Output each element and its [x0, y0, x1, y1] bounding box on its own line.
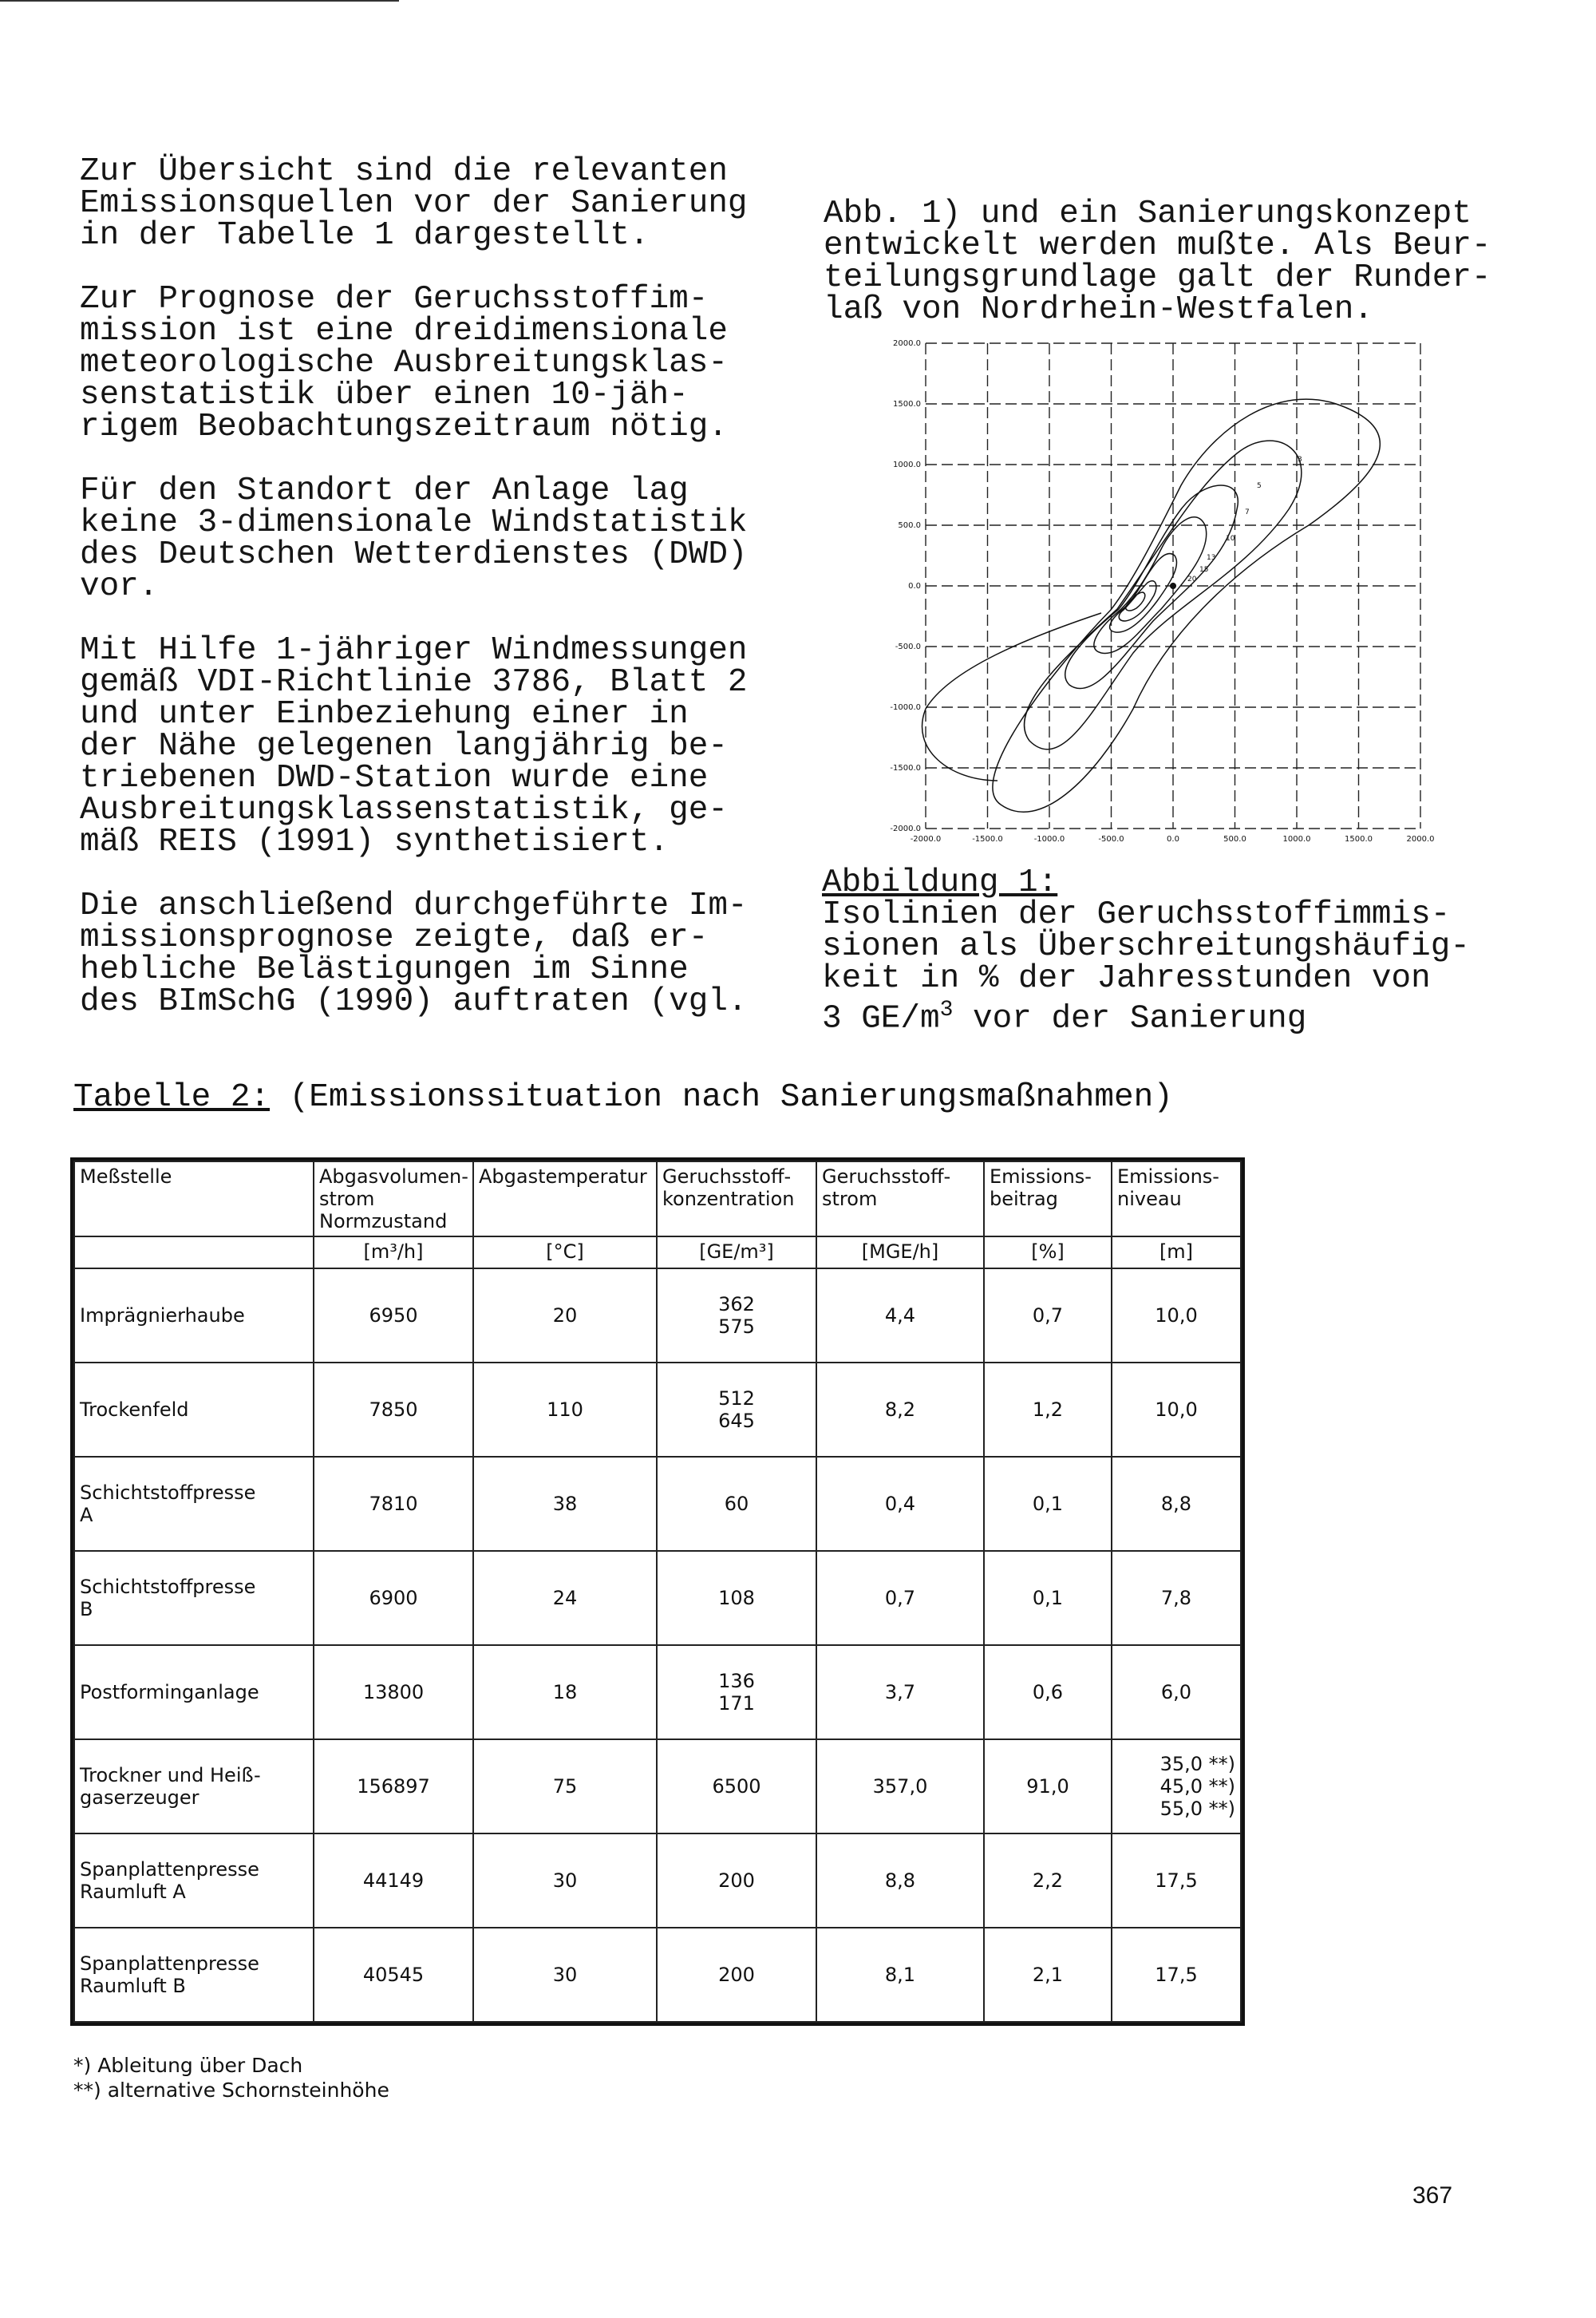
table-row: [74, 1268, 1241, 1363]
table-cell: 8,2: [816, 1363, 984, 1457]
x-tick-label: 1500.0: [1345, 835, 1373, 844]
isoline-label: 20: [1187, 576, 1197, 583]
paragraph-wind-statistics: Für den Standort der Anlage lag keine 3-dimensionale Windstatistik des Deutschen Wetterdienstes (DWD) vor.: [80, 473, 748, 605]
figure-isolines-contour-plot: [830, 334, 1436, 860]
isoline-outer-west: [922, 613, 1101, 781]
figure-label: Abbildung 1:: [822, 864, 1058, 901]
table-cell: 35,0 **) 45,0 **) 55,0 **): [1112, 1739, 1241, 1833]
table-cell: 8,8: [816, 1833, 984, 1928]
table-cell: 40545: [314, 1928, 473, 2022]
table-cell: 0,7: [816, 1551, 984, 1645]
paragraph-immission-result: Die anschließend durchgeführte Im- missionsprognose zeigte, daß er- hebliche Belästigungen im Sinne des BImSchG (1990) auftraten (vgl.: [80, 888, 748, 1020]
column-unit: [m³/h]: [314, 1236, 473, 1268]
table-cell: 38: [473, 1457, 657, 1551]
table-cell: 6500: [657, 1739, 816, 1833]
table-row: [74, 1363, 1241, 1457]
table-cell: 200: [657, 1928, 816, 2022]
x-tick-label: -2000.0: [910, 835, 942, 844]
table-cell: 108: [657, 1551, 816, 1645]
table-cell: 30: [473, 1928, 657, 2022]
table-cell: 0,1: [984, 1551, 1112, 1645]
column-header: Abgasvolumen- strom Normzustand: [314, 1161, 473, 1236]
isoline-7: [1065, 485, 1238, 689]
table-cell: 7,8: [1112, 1551, 1241, 1645]
isoline-label: 7: [1245, 508, 1250, 516]
table-row: [74, 1833, 1241, 1928]
column-unit: [MGE/h]: [816, 1236, 984, 1268]
footnote-2: **) alternative Schornsteinhöhe: [73, 2079, 389, 2102]
table-header-row: [74, 1161, 1241, 1236]
y-tick-label: 1500.0: [893, 400, 921, 409]
table-cell: 512 645: [657, 1363, 816, 1457]
table-row: [74, 1928, 1241, 2022]
table-cell: 6950: [314, 1268, 473, 1363]
table-cell: 7850: [314, 1363, 473, 1457]
x-tick-label: -500.0: [1098, 835, 1124, 844]
paragraph-wind-measurements: Mit Hilfe 1-jähriger Windmessungen gemäß VDI-Richtlinie 3786, Blatt 2 und unter Einbeziehung einer in der Nähe gelegenen langjährig be- triebenen DWD-Station wurde eine Ausbreitungsklassenstatistik, ge- mäß REIS (1991) synthetisiert.: [80, 632, 748, 860]
table-cell: 1,2: [984, 1363, 1112, 1457]
table-cell: 8,8: [1112, 1457, 1241, 1551]
column-header: Geruchsstoff- strom: [816, 1161, 984, 1236]
table-cell: 0,4: [816, 1457, 984, 1551]
y-tick-label: -1500.0: [890, 764, 921, 773]
x-tick-label: -1000.0: [1033, 835, 1065, 844]
x-tick-label: 1000.0: [1282, 835, 1311, 844]
y-tick-label: -1000.0: [890, 703, 921, 712]
table-cell: 44149: [314, 1833, 473, 1928]
table-cell: 0,6: [984, 1645, 1112, 1739]
top-rule: [0, 0, 399, 2]
table-cell: 17,5: [1112, 1833, 1241, 1928]
y-tick-label: 0.0: [908, 582, 921, 591]
table-unit-row: [74, 1236, 1241, 1268]
table-cell: 357,0: [816, 1739, 984, 1833]
column-header: Meßstelle: [74, 1161, 314, 1236]
table-row: [74, 1551, 1241, 1645]
column-header: Abgastemperatur: [473, 1161, 657, 1236]
y-tick-label: 2000.0: [893, 339, 921, 348]
table-cell: 75: [473, 1739, 657, 1833]
column-header: Geruchsstoff- konzentration: [657, 1161, 816, 1236]
figure-caption: Isolinien der Geruchsstoffimmis- sionen als Überschreitungshäufig- keit in % der Jahresstunden von 3 $GE/m^3$ vor der Sanierung: [822, 896, 1470, 1038]
table-cell: 156897: [314, 1739, 473, 1833]
table-cell: 4,4: [816, 1268, 984, 1363]
x-tick-label: -1500.0: [972, 835, 1003, 844]
column-unit: [m]: [1112, 1236, 1241, 1268]
table-cell: 6900: [314, 1551, 473, 1645]
isoline-label: 13: [1207, 554, 1216, 562]
table-title: Tabelle 2: (Emissionssituation nach Sanierungsmaßnahmen): [73, 1079, 1173, 1116]
table-cell: 17,5: [1112, 1928, 1241, 2022]
table-cell: 110: [473, 1363, 657, 1457]
y-tick-label: -2000.0: [890, 825, 921, 833]
table-cell: 20: [473, 1268, 657, 1363]
measuring-point-name: Imprägnierhaube: [74, 1268, 314, 1363]
table-cell: 60: [657, 1457, 816, 1551]
measuring-point-name: Postforminganlage: [74, 1645, 314, 1739]
table-cell: 10,0: [1112, 1268, 1241, 1363]
isoline-label: 3: [1298, 456, 1302, 464]
table-cell: 0,1: [984, 1457, 1112, 1551]
isoline-label: 15: [1199, 566, 1209, 574]
y-tick-label: 1000.0: [893, 461, 921, 469]
measuring-point-name: Spanplattenpresse Raumluft A: [74, 1833, 314, 1928]
table-cell: 3,7: [816, 1645, 984, 1739]
y-tick-label: -500.0: [895, 643, 921, 651]
page-number: 367: [1412, 2182, 1453, 2209]
table-cell: 30: [473, 1833, 657, 1928]
column-unit: [GE/m³]: [657, 1236, 816, 1268]
source-marker: [1170, 583, 1176, 589]
table-cell: 7810: [314, 1457, 473, 1551]
table-row: [74, 1645, 1241, 1739]
column-header: Emissions- niveau: [1112, 1161, 1241, 1236]
measuring-point-name: Schichtstoffpresse B: [74, 1551, 314, 1645]
column-unit: [74, 1236, 314, 1268]
table-row: [74, 1457, 1241, 1551]
x-tick-label: 0.0: [1167, 835, 1179, 844]
footnote-1: *) Ableitung über Dach: [73, 2054, 303, 2077]
paragraph-continuation: Abb. 1) und ein Sanierungskonzept entwickelt werden mußte. Als Beur- teilungsgrundlage galt der Runder- laß von Nordrhein-Westfalen.: [824, 196, 1491, 328]
x-tick-label: 500.0: [1223, 835, 1246, 844]
measuring-point-name: Trockner und Heiß- gaserzeuger: [74, 1739, 314, 1833]
table-cell: 8,1: [816, 1928, 984, 2022]
emission-table: [73, 1161, 1242, 2023]
column-header: Emissions- beitrag: [984, 1161, 1112, 1236]
paragraph-overview: Zur Übersicht sind die relevanten Emissionsquellen vor der Sanierung in der Tabelle 1 dargestellt.: [80, 153, 748, 254]
table-row: [74, 1739, 1241, 1833]
isoline-group: [922, 399, 1381, 812]
table-cell: 13800: [314, 1645, 473, 1739]
isoline-label: 5: [1257, 482, 1262, 490]
table-cell: 2,2: [984, 1833, 1112, 1928]
column-unit: [%]: [984, 1236, 1112, 1268]
measuring-point-name: Trockenfeld: [74, 1363, 314, 1457]
measuring-point-name: Spanplattenpresse Raumluft B: [74, 1928, 314, 2022]
paragraph-prognosis: Zur Prognose der Geruchsstoffim- mission ist eine dreidimensionale meteorologische Ausbreitungsklas- senstatistik über einen 10-jäh- rigem Beobachtungszeitraum nötig.: [80, 281, 728, 445]
table-cell: 91,0: [984, 1739, 1112, 1833]
table-footnotes: [73, 2053, 389, 2102]
table-cell: 10,0: [1112, 1363, 1241, 1457]
y-tick-label: 500.0: [898, 521, 921, 530]
table-cell: 18: [473, 1645, 657, 1739]
table-cell: 6,0: [1112, 1645, 1241, 1739]
x-tick-label: 2000.0: [1406, 835, 1435, 844]
table-cell: 2,1: [984, 1928, 1112, 2022]
table-cell: 24: [473, 1551, 657, 1645]
table-cell: 200: [657, 1833, 816, 1928]
column-unit: [°C]: [473, 1236, 657, 1268]
isoline-label: 10: [1226, 535, 1235, 543]
table-cell: 362 575: [657, 1268, 816, 1363]
table-cell: 136 171: [657, 1645, 816, 1739]
measuring-point-name: Schichtstoffpresse A: [74, 1457, 314, 1551]
table-cell: 0,7: [984, 1268, 1112, 1363]
